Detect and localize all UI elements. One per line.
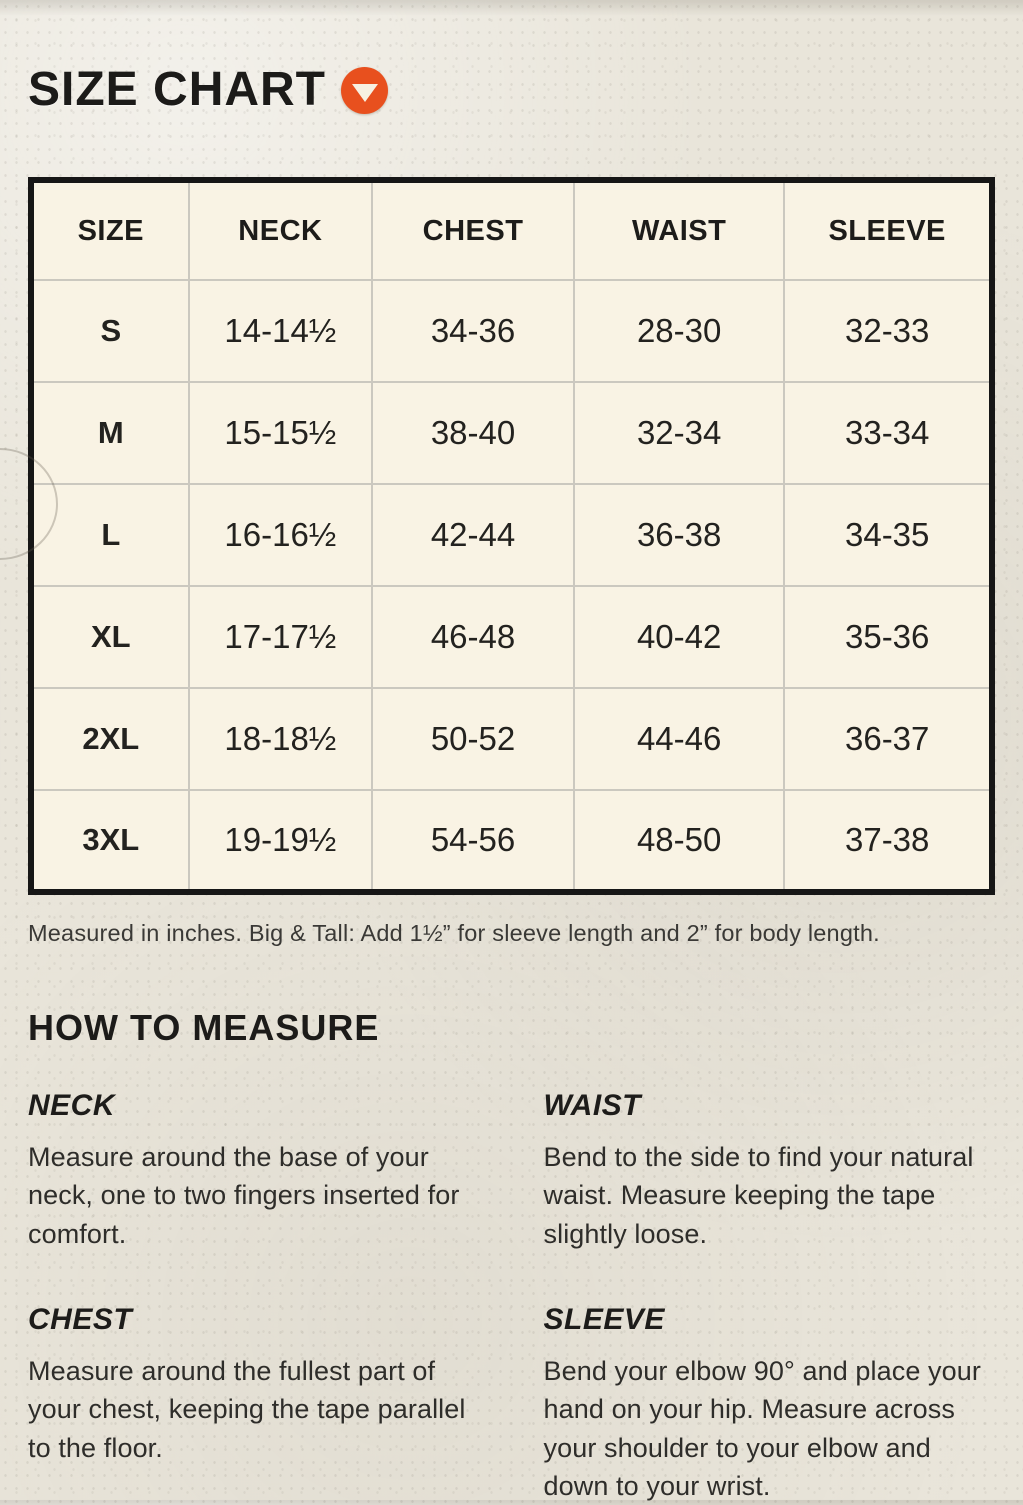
measurement-note: Measured in inches. Big & Tall: Add 1½” for sleeve length and 2” for body length.: [28, 920, 880, 946]
sleeve-cell: 36-37: [784, 688, 992, 790]
measure-section-waist: [544, 1089, 996, 1253]
waist-cell: 48-50: [574, 790, 784, 892]
header-row: [31, 180, 992, 280]
measure-section-label: NECK: [28, 1089, 116, 1122]
table-row-2xl: [31, 688, 992, 790]
measure-section-text: Bend your elbow 90° and place your hand on your hip. Measure across your shoulder to your elbow and down to your wrist.: [543, 1355, 981, 1501]
size-cell: S: [31, 280, 189, 382]
size-table: [28, 177, 995, 895]
size-table-body: [31, 280, 992, 892]
sleeve-cell: 32-33: [784, 280, 992, 382]
neck-cell: 15-15½: [189, 382, 373, 484]
neck-cell: 17-17½: [189, 586, 373, 688]
chest-cell: 38-40: [372, 382, 574, 484]
column-header-waist: WAIST: [574, 180, 784, 280]
measure-section-neck: [28, 1089, 480, 1253]
measure-section-text: Measure around the base of your neck, one to two fingers inserted for comfort.: [28, 1142, 460, 1249]
size-cell: M: [31, 382, 189, 484]
how-to-measure-sections: [28, 1089, 995, 1505]
how-to-measure-title: HOW TO MEASURE: [28, 1007, 380, 1048]
chest-cell: 46-48: [372, 586, 574, 688]
neck-cell: 16-16½: [189, 484, 373, 586]
waist-cell: 28-30: [574, 280, 784, 382]
size-cell: L: [31, 484, 189, 586]
chest-cell: 42-44: [372, 484, 574, 586]
measure-section-text: Bend to the side to find your natural waist. Measure keeping the tape slightly loose.: [543, 1142, 974, 1249]
column-header-size: SIZE: [31, 180, 189, 280]
waist-cell: 44-46: [574, 688, 784, 790]
waist-cell: 40-42: [574, 586, 784, 688]
chest-cell: 54-56: [372, 790, 574, 892]
measure-section-label: CHEST: [28, 1302, 133, 1336]
table-row-3xl: [31, 790, 992, 892]
table-row-xl: [31, 586, 992, 688]
table-row-s: [31, 280, 992, 382]
size-cell: XL: [31, 586, 189, 688]
column-header-chest: CHEST: [372, 180, 574, 280]
size-table-header: [31, 180, 992, 280]
column-header-sleeve: SLEEVE: [784, 180, 992, 280]
chest-cell: 34-36: [372, 280, 574, 382]
waist-cell: 36-38: [574, 484, 784, 586]
sleeve-cell: 33-34: [784, 382, 992, 484]
size-cell: 3XL: [31, 790, 189, 892]
chest-cell: 50-52: [372, 688, 574, 790]
triangle-down-icon: [352, 84, 378, 102]
column-header-neck: NECK: [189, 180, 373, 280]
neck-cell: 19-19½: [189, 790, 373, 892]
table-row-m: [31, 382, 992, 484]
waist-cell: 32-34: [574, 382, 784, 484]
page-header: [28, 0, 995, 114]
measure-section-text: Measure around the fullest part of your chest, keeping the tape parallel to the floor.: [28, 1355, 466, 1463]
size-chart-expand-button[interactable]: [341, 67, 388, 114]
measure-section-sleeve: [544, 1303, 996, 1505]
measure-section-label: SLEEVE: [543, 1302, 665, 1336]
sleeve-cell: 37-38: [784, 790, 992, 892]
measure-section-label: WAIST: [543, 1089, 641, 1122]
neck-cell: 18-18½: [189, 688, 373, 790]
page-title: SIZE CHART: [28, 63, 326, 116]
sleeve-cell: 35-36: [784, 586, 992, 688]
neck-cell: 14-14½: [189, 280, 373, 382]
table-row-l: [31, 484, 992, 586]
sleeve-cell: 34-35: [784, 484, 992, 586]
measure-section-chest: [28, 1303, 480, 1505]
size-cell: 2XL: [31, 688, 189, 790]
